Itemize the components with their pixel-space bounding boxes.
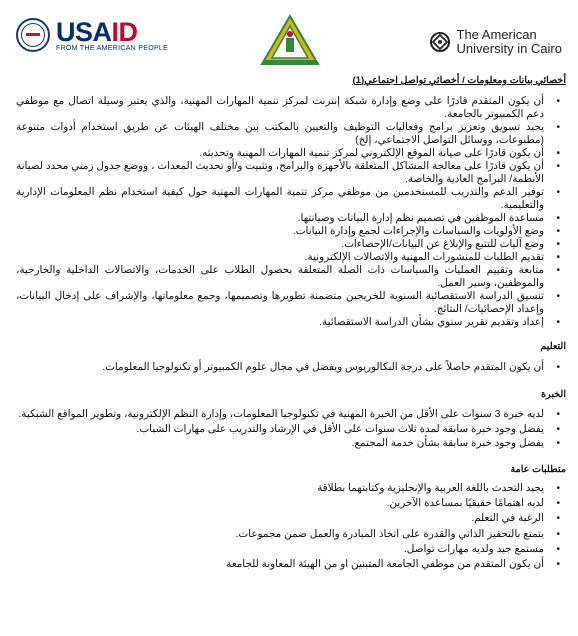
auc-logo (429, 28, 562, 56)
list-item: • أن يكون قادرًا على معالجة المشاكل المتعلقة بالأجهزة والبرامج، وتثبيت و/أو تحديث المعدات ، ووضع جدول زمني محدد لصيانة الأنظمة/ البرامج العادية والخاصة. (16, 160, 544, 186)
list-item: • لديه خبرة 3 سنوات على الأقل من الخبرة المهنية في تكنولوجيا المعلومات، وإدارة النظم الإلكترونية، وتطوير المواقع الشبكية. (16, 408, 544, 421)
usaid-name: USAID (56, 16, 138, 47)
auc-name-line1: The American (456, 27, 537, 42)
education-section (16, 340, 566, 374)
list-item: • أن يكون قادرًا على صيانة الموقع الإلكتروني لمركز تنمية المهارات المهنية وتحديثه. (16, 147, 544, 160)
list-item: • تنسيق الدراسة الاستقصائية السنوية للخريجين متضمنة تطويرها وتصميمها، وجمع معلوماتها، والإشراف على إدخال البيانات، وإعداد الإحصائيات/ النتائج. (16, 290, 544, 316)
list-item: • يجيد التحدث باللغة العربية والإنجليزية وكتابتهما بطلاقة (16, 482, 544, 495)
list-item: • يفضل وجود خبرة سابقة لمدة ثلاث سنوات على الأقل في الإرشاد والتدريب على مهارات الشباب. (16, 423, 544, 436)
list-item: • وضع الأولويات والسياسات والإجراءات لجمع وإدارة البيانات. (16, 225, 544, 238)
list-item: • يفضل وجود خبرة سابقة بشأن خدمة المجتمع. (16, 437, 544, 450)
university-emblem-icon (258, 14, 322, 68)
list-item: • مساعدة الموظفين في تصميم نظم إدارة البيانات وصيانتها. (16, 212, 544, 225)
list-item: • يجيد تسويق وتعزيز برامج وفعاليات التوظيف والتعيين بالمكتب بين مختلف الهيئات عن طريق استخدام أدوات متنوعة (مطبوعات، ووسائل التواصل الاجتماعي، إلخ) (16, 121, 544, 147)
page-title: أخصائي بيانات ومعلومات / أخصائي تواصل اجتماعي(1) (352, 75, 566, 86)
list-item: • إعداد وتقديم تقرير سنوي بشأن الدراسة الاستقصائية. (16, 316, 544, 329)
duties-list (16, 95, 566, 329)
list-item: • أن يكون المتقدم من موظفي الجامعة المتبنين او من الهيئة المعاونة للجامعة (16, 558, 544, 571)
usaid-tagline: FROM THE AMERICAN PEOPLE (56, 44, 169, 52)
usaid-seal-icon (16, 18, 50, 52)
list-item: • مستمع جيد ولديه مهارات تواصل. (16, 543, 544, 556)
list-item: • وضع آليات للتتبع والإبلاغ عن البيانات/الإحصاءات. (16, 238, 544, 251)
usaid-logo (16, 18, 168, 52)
list-item: • توفير الدعم والتدريب للمستخدمين من موظفي مركز تنمية المهارات المهنية حول كيفية استخدام نظم المعلومات الإدارية والتعليمية. (16, 186, 544, 212)
auc-name-line2: University in Cairo (456, 41, 562, 56)
document-body (16, 74, 566, 573)
list-item: • أن يكون المتقدم قادرًا على وضع وإدارة شبكة إنترنت لمركز تنمية المهارات المهنية، والذي يعتبر وسيلة اتصال مع موظفي دعم الكمبيوتر بالجامعة. (16, 95, 544, 121)
auc-mark-icon (429, 31, 451, 53)
general-requirements-heading: متطلبات عامة (510, 464, 566, 475)
list-item: • تقديم الطلبات للمنشورات المهنية والاتصالات الإلكترونية. (16, 251, 544, 264)
list-item: • أن يكون المتقدم حاصلاً على درجة البكالوريوس ويفضل في مجال علوم الكمبيوتر أو تكنولوجيا المعلومات. (16, 361, 544, 374)
list-item: • لديه اهتمامًا حقيقيًا بمساعدة الآخرين. (16, 497, 544, 510)
experience-heading: الخبرة (541, 389, 566, 400)
list-item: • يتمتع بالتحفيز الذاتي والقدرة على اتخاذ المبادرة والعمل ضمن مجموعات. (16, 528, 544, 541)
list-item: • الرغبة في التعلم. (16, 512, 544, 525)
header-logos (0, 14, 578, 70)
general-requirements-section (16, 463, 566, 571)
education-heading: التعليم (540, 341, 566, 352)
list-item: • متابعة وتقييم العمليات والسياسات ذات الصلة المتعلقة بحصول الطلاب على الخدمات، والاتصالات الداخلية والخارجية، والموظفين، وسير العمل. (16, 264, 544, 290)
experience-section (16, 388, 566, 450)
